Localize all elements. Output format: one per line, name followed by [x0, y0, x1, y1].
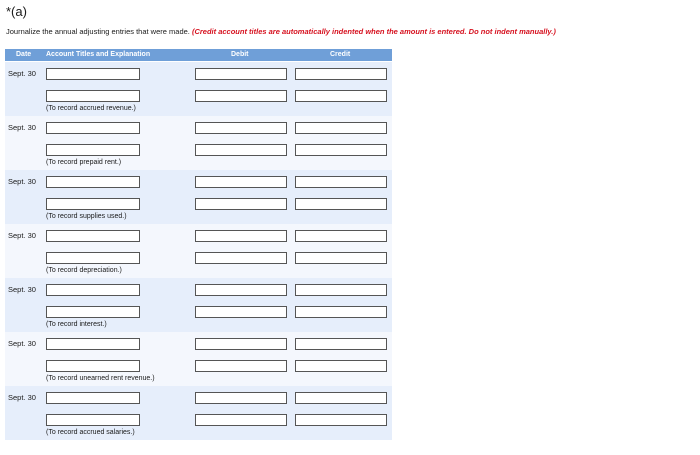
header-debit: Debit [231, 51, 249, 58]
entry-date: Sept. 30 [8, 339, 36, 348]
account-title-input[interactable] [46, 176, 140, 188]
instructions-note: (Credit account titles are automatically indented when the amount is entered. Do not indent manually.) [191, 27, 556, 36]
part-title: *(a) [6, 4, 27, 19]
journal-entry [5, 224, 392, 278]
account-title-input[interactable] [46, 360, 140, 372]
entry-date: Sept. 30 [8, 123, 36, 132]
entry-explanation: (To record prepaid rent.) [46, 159, 122, 166]
instructions [6, 27, 556, 36]
account-title-input[interactable] [46, 414, 140, 426]
table-header [5, 49, 392, 61]
account-title-input[interactable] [46, 198, 140, 210]
journal-entry [5, 170, 392, 224]
debit-input[interactable] [195, 414, 287, 426]
account-title-input[interactable] [46, 122, 140, 134]
entry-date: Sept. 30 [8, 285, 36, 294]
credit-input[interactable] [295, 360, 387, 372]
credit-input[interactable] [295, 414, 387, 426]
header-account-titles: Account Titles and Explanation [46, 51, 151, 58]
entry-explanation: (To record supplies used.) [46, 213, 127, 220]
account-title-input[interactable] [46, 144, 140, 156]
debit-input[interactable] [195, 306, 287, 318]
entry-explanation: (To record accrued salaries.) [46, 429, 135, 436]
entry-explanation: (To record interest.) [46, 321, 107, 328]
account-title-input[interactable] [46, 252, 140, 264]
debit-input[interactable] [195, 360, 287, 372]
debit-input[interactable] [195, 284, 287, 296]
entry-explanation: (To record accrued revenue.) [46, 105, 136, 112]
debit-input[interactable] [195, 338, 287, 350]
credit-input[interactable] [295, 338, 387, 350]
credit-input[interactable] [295, 392, 387, 404]
header-credit: Credit [330, 51, 351, 58]
debit-input[interactable] [195, 122, 287, 134]
credit-input[interactable] [295, 284, 387, 296]
entry-date: Sept. 30 [8, 177, 36, 186]
entry-date: Sept. 30 [8, 393, 36, 402]
account-title-input[interactable] [46, 306, 140, 318]
entry-date: Sept. 30 [8, 231, 36, 240]
account-title-input[interactable] [46, 338, 140, 350]
entry-explanation: (To record depreciation.) [46, 267, 122, 274]
credit-input[interactable] [295, 144, 387, 156]
debit-input[interactable] [195, 392, 287, 404]
journal-entry [5, 386, 392, 440]
instructions-text: Journalize the annual adjusting entries that were made. [6, 27, 192, 36]
entry-explanation: (To record unearned rent revenue.) [46, 375, 155, 382]
journal-entry [5, 278, 392, 332]
credit-input[interactable] [295, 230, 387, 242]
header-date: Date [16, 51, 32, 58]
debit-input[interactable] [195, 176, 287, 188]
journal-entry [5, 332, 392, 386]
debit-input[interactable] [195, 198, 287, 210]
journal-entry-table [5, 49, 392, 437]
debit-input[interactable] [195, 90, 287, 102]
credit-input[interactable] [295, 252, 387, 264]
credit-input[interactable] [295, 198, 387, 210]
account-title-input[interactable] [46, 284, 140, 296]
credit-input[interactable] [295, 68, 387, 80]
debit-input[interactable] [195, 144, 287, 156]
account-title-input[interactable] [46, 230, 140, 242]
credit-input[interactable] [295, 176, 387, 188]
entry-date: Sept. 30 [8, 69, 36, 78]
account-title-input[interactable] [46, 90, 140, 102]
account-title-input[interactable] [46, 68, 140, 80]
journal-entry [5, 62, 392, 116]
credit-input[interactable] [295, 306, 387, 318]
debit-input[interactable] [195, 230, 287, 242]
journal-entry [5, 116, 392, 170]
debit-input[interactable] [195, 252, 287, 264]
debit-input[interactable] [195, 68, 287, 80]
credit-input[interactable] [295, 90, 387, 102]
account-title-input[interactable] [46, 392, 140, 404]
credit-input[interactable] [295, 122, 387, 134]
